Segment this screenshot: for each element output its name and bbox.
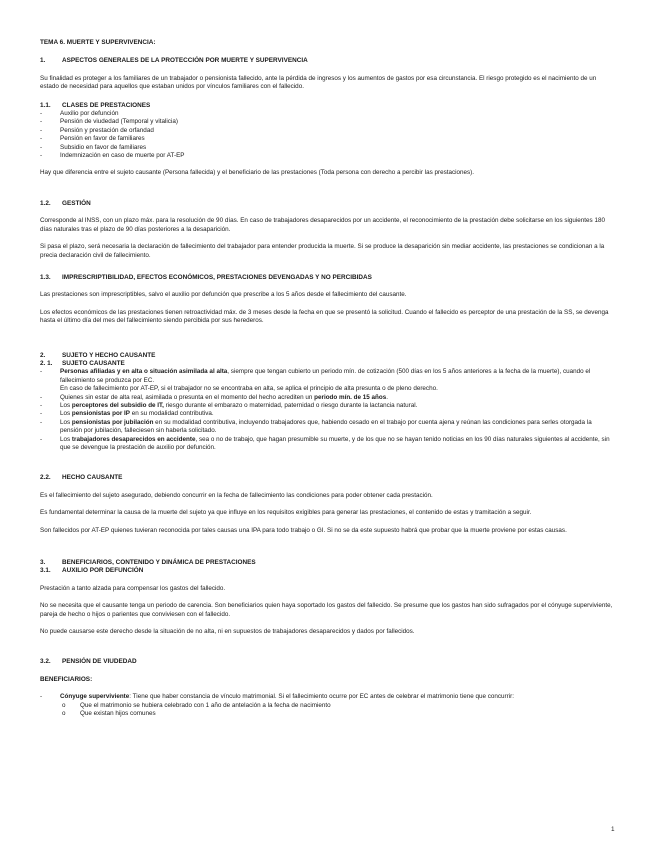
- section-2-2-heading: 2.2. HECHO CAUSANTE: [40, 474, 123, 482]
- sujeto-causante-list: [40, 368, 615, 452]
- section-3-1-p3: No puede causarse este derecho desde la situación de no alta, ni en supuestos de trabajadores desaparecidos y dados por fallecidos.: [40, 628, 415, 636]
- section-2-1-heading: 2. 1. SUJETO CAUSANTE: [40, 359, 125, 367]
- section-1-3-p1: Las prestaciones son imprescriptibles, salvo el auxilio por defunción que prescribe a los 5 años desde el fallecimiento del causante.: [40, 291, 407, 299]
- prestaciones-list: [40, 110, 615, 160]
- list-item: - Indemnización en caso de muerte por AT-EP: [40, 152, 615, 160]
- section-3-heading: 3. BENEFICIARIOS, CONTENIDO Y DINÁMICA DE PRESTACIONES: [40, 559, 256, 567]
- section-3-1-heading: 3.1. AUXILIO POR DEFUNCIÓN: [40, 567, 144, 575]
- list-item: - Los perceptores del subsidio de IT, riesgo durante el embarazo o maternidad, paternidad o riesgo durante la lactancia natural.: [40, 402, 615, 410]
- section-1-3-heading: 1.3. IMPRESCRIPTIBILIDAD, EFECTOS ECONÓMICOS, PRESTACIONES DEVENGADAS Y NO PERCIBIDAS: [40, 273, 372, 281]
- list-item: - Pensión de viudedad (Temporal y vitalicia): [40, 118, 615, 126]
- list-item: - Quienes sin estar de alta real, asimilada o presunta en el momento del hecho acrediten un periodo mín. de 15 años.: [40, 394, 615, 402]
- list-item: o Que existan hijos comunes: [60, 710, 615, 718]
- list-item: - Pensión y prestación de orfandad: [40, 127, 615, 135]
- list-item: - Los trabajadores desaparecidos en accidente, sea o no de trabajo, que hagan presumible su muerte, y de los que no se hayan tenido noticias en los 90 días naturales siguientes al accidente, sin que se devengue la prestación de auxilio por defunción.: [40, 436, 615, 453]
- list-item: - Subsidio en favor de familiares: [40, 144, 615, 152]
- section-2-heading: 2. SUJETO Y HECHO CAUSANTE: [40, 351, 156, 359]
- beneficiarios-list: [40, 693, 615, 701]
- list-item: - Los pensionistas por IP en su modalidad contributiva.: [40, 410, 615, 418]
- list-item: o Que el matrimonio se hubiera celebrado con 1 año de antelación a la fecha de nacimiento: [60, 702, 615, 710]
- section-2-2-p3: Son fallecidos por AT-EP quienes tuvieran reconocida por tales causas una IPA para todo trabajo o GI. Si no se da este supuesto habrá que probar que la muerte proviene por estas causas.: [40, 526, 567, 534]
- page-number: 1: [611, 826, 615, 833]
- section-1-2-p2: Si pasa el plazo, será necesaria la declaración de fallecimiento del trabajador para entender producida la muerte. Si se produce la desaparición sin mediar accidente, las prestaciones se condicionan a la precia declaración civil de fallecimiento.: [40, 243, 605, 259]
- section-3-2-heading: 3.2. PENSIÓN DE VIUDEDAD: [40, 658, 137, 666]
- section-1-2-p1: Corresponde al INSS, con un plazo máx. para la resolución de 90 días. En caso de trabajadores desaparecidos por un accidente, el reconocimiento de la prestación debe solicitarse en los siguientes 180 días naturales tras el plazo de 90 días posteriores a la desaparición.: [40, 217, 605, 233]
- section-2-2-p1: Es el fallecimiento del sujeto asegurado, debiendo concurrir en la fecha de fallecimiento las condiciones para poder obtener cada prestación.: [40, 491, 433, 499]
- section-1-2-heading: 1.2. GESTIÓN: [40, 199, 91, 207]
- section-2-2-p2: Es fundamental determinar la causa de la muerte del sujeto ya que influye en los requisitos exigibles para generar las prestaciones, el contenido de estas y tramitación a seguir.: [40, 509, 532, 517]
- section-3-1-p1: Prestación a tanto alzada para compensar los gastos del fallecido.: [40, 584, 226, 592]
- list-item: - Cónyuge superviviente: Tiene que haber constancia de vínculo matrimonial. Si el fallecimiento ocurre por EC antes de celebrar el matrimonio tiene que concurrir:: [40, 693, 615, 701]
- section-1-intro: Su finalidad es proteger a los familiares de un trabajador o pensionista fallecido, ante la pérdida de ingresos y los aumentos de gastos por esa circunstancia. El riesgo protegido es el nacimiento de un estado de necesidad para aquellos que estaban unidos por vínculos familiares con el fallecido.: [40, 74, 597, 91]
- list-item: - Personas afiliadas y en alta o situación asimilada al alta, siempre que tengan cubierto un periodo mín. de cotización (500 días en los 5 años anteriores a la fecha de la muerte), cuando el fallecimiento se produzca por EC. En caso de fallecimiento por AT-EP, si el trabajador no se encontraba en alta, se aplica el principio de alta presunta o de pleno derecho.: [40, 368, 615, 393]
- section-1-1-heading: 1.1. CLASES DE PRESTACIONES: [40, 101, 151, 109]
- list-item: - Los pensionistas por jubilación en su modalidad contributiva, incluyendo trabajadores que, habiendo cesado en el trabajo por cuenta ajena y reúnan las condiciones para serles otorgada la pensión por jubilación, falleciesen sin haberla solicitado.: [40, 419, 615, 436]
- section-1-heading: 1. ASPECTOS GENERALES DE LA PROTECCIÓN POR MUERTE Y SUPERVIVENCIA: [40, 57, 308, 65]
- conditions-list: [60, 702, 615, 719]
- list-item: - Pensión en favor de familiares: [40, 135, 615, 143]
- document-title: TEMA 6. MUERTE Y SUPERVIVENCIA:: [40, 39, 156, 46]
- section-1-1-note: Hay que diferencia entre el sujeto causante (Persona fallecida) y el beneficiario de las prestaciones (Toda persona con derecho a percibir las prestaciones).: [40, 169, 475, 177]
- section-1-3-p2: Los efectos económicos de las prestaciones tienen retroactividad máx. de 3 meses desde la fecha en que se presentó la solicitud. Cuando el fallecido es perceptor de una prestación de la SS, se devenga hasta el último día del mes del fallecimiento siendo percibida por sus herederos.: [40, 308, 609, 325]
- list-item: - Auxilio por defunción: [40, 110, 615, 118]
- beneficiarios-label: BENEFICIARIOS:: [40, 675, 93, 683]
- section-3-1-p2: No se necesita que el causante tenga un periodo de carencia. Son beneficiarios quien haya soportado los gastos del fallecido. Se presume que los gastos han sido sufragados por el cónyuge superviviente, pareja de hecho o hijos o parientes que conviviesen con el fallecido.: [40, 602, 613, 618]
